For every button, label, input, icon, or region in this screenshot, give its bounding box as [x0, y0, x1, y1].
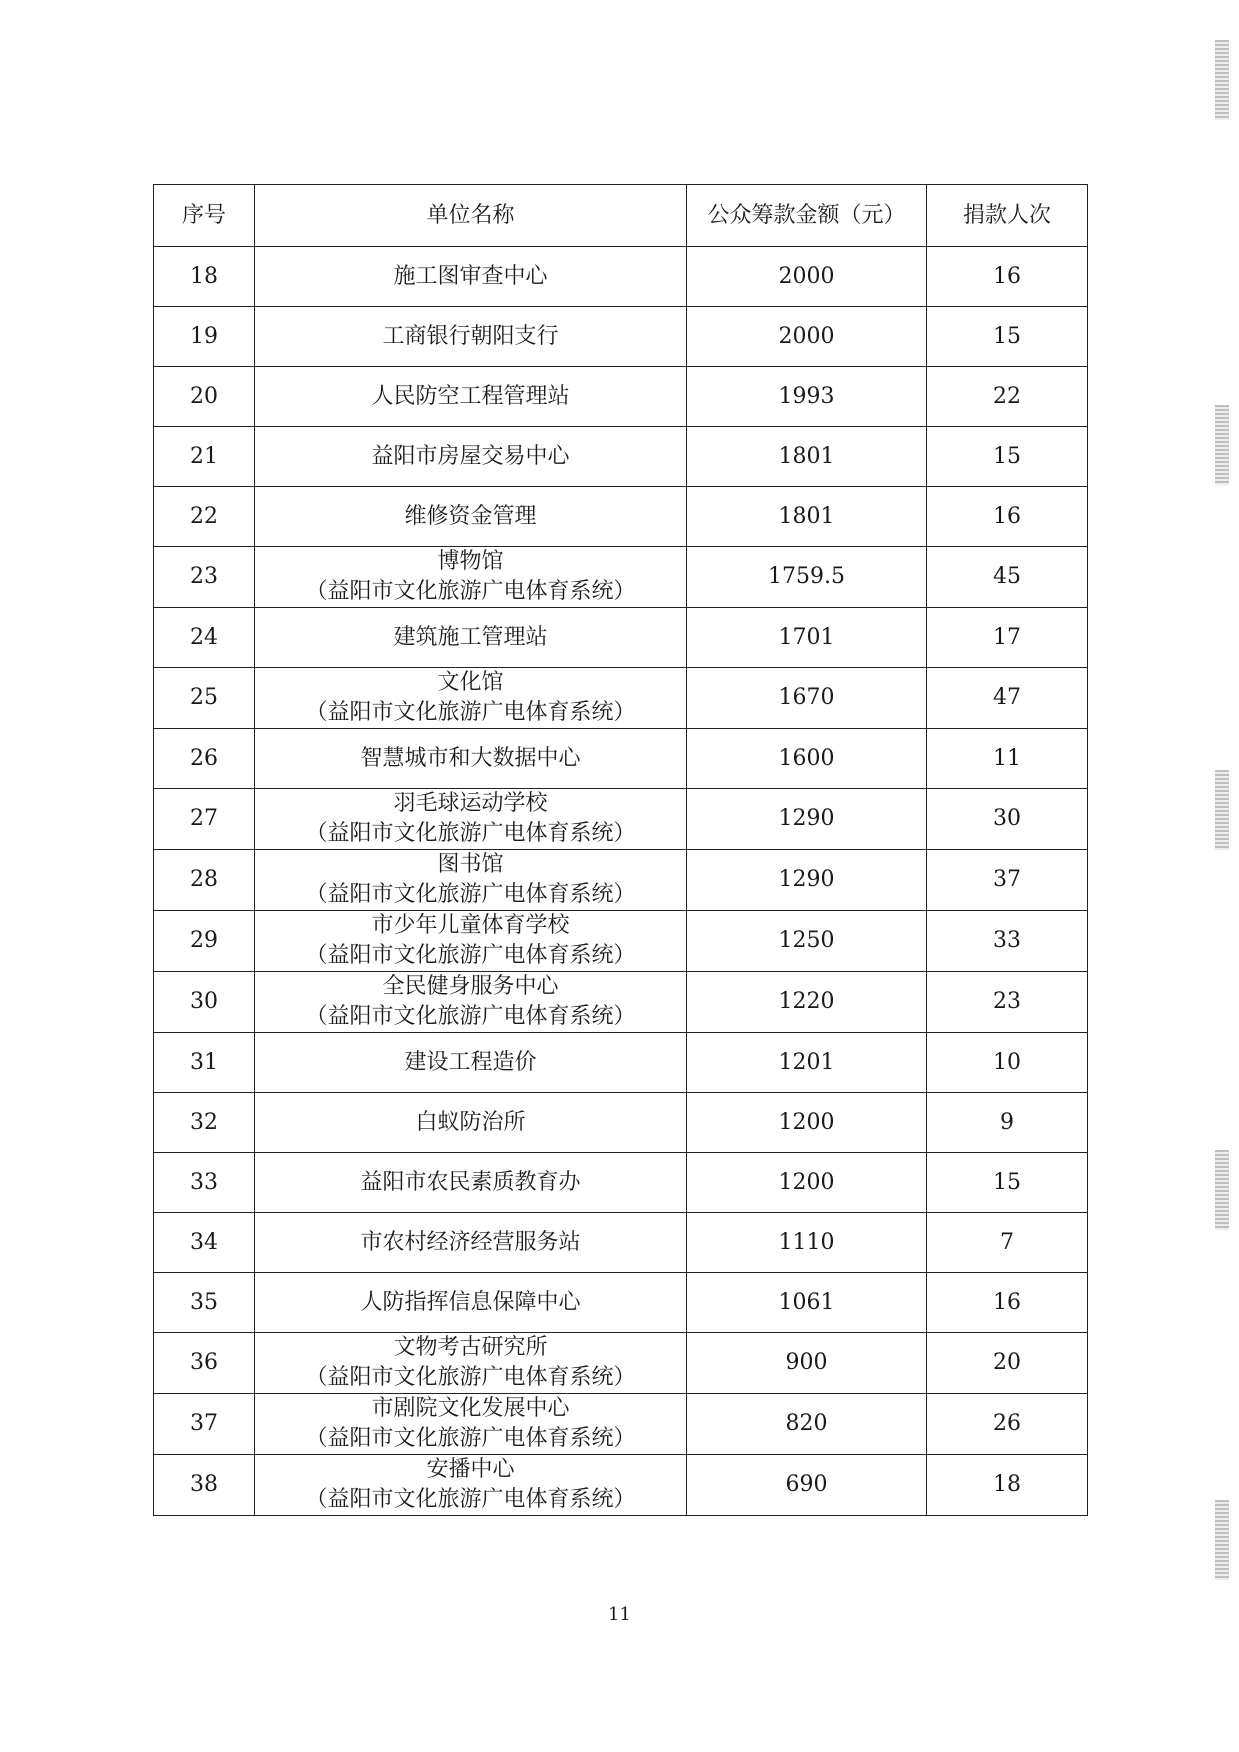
table-row	[154, 487, 1088, 547]
donor-count-cell: 16	[927, 1273, 1088, 1333]
row-number: 37	[154, 1394, 255, 1455]
amount-cell: 2000	[687, 247, 927, 307]
unit-name: 白蚁防治所	[415, 1109, 526, 1135]
amount-cell: 1759.5	[687, 547, 927, 608]
row-number: 22	[154, 487, 255, 547]
row-number: 30	[154, 972, 255, 1033]
row-number: 19	[154, 307, 255, 367]
donor-count-cell: 20	[927, 1333, 1088, 1394]
unit-name: 维修资金管理	[404, 503, 537, 529]
scan-artifact	[1215, 40, 1229, 120]
table-row	[154, 1093, 1088, 1153]
unit-name: 全民健身服务中心	[382, 974, 559, 999]
unit-name-cell	[255, 367, 687, 427]
row-number: 27	[154, 789, 255, 850]
table-row	[154, 1153, 1088, 1213]
amount-cell: 1061	[687, 1273, 927, 1333]
row-number: 32	[154, 1093, 255, 1153]
unit-name-cell	[255, 1455, 687, 1516]
amount-cell: 1701	[687, 608, 927, 668]
unit-system: （益阳市文化旅游广电体育系统）	[305, 1365, 636, 1390]
unit-name-cell	[255, 427, 687, 487]
amount-cell: 1201	[687, 1033, 927, 1093]
unit-system: （益阳市文化旅游广电体育系统）	[305, 700, 636, 725]
unit-name-cell	[255, 1333, 687, 1394]
donor-count-cell: 17	[927, 608, 1088, 668]
header-amount: 公众筹款金额（元）	[687, 185, 927, 247]
donor-count-cell: 33	[927, 911, 1088, 972]
row-number: 21	[154, 427, 255, 487]
donor-count-cell: 47	[927, 668, 1088, 729]
row-number: 35	[154, 1273, 255, 1333]
donor-count-cell: 15	[927, 427, 1088, 487]
table-row	[154, 1394, 1088, 1455]
donor-count-cell: 16	[927, 247, 1088, 307]
donor-count-cell: 26	[927, 1394, 1088, 1455]
table-row	[154, 1273, 1088, 1333]
unit-name: 文化馆	[437, 670, 504, 695]
row-number: 23	[154, 547, 255, 608]
table-row	[154, 972, 1088, 1033]
unit-system: （益阳市文化旅游广电体育系统）	[305, 579, 636, 604]
amount-cell: 1250	[687, 911, 927, 972]
donor-count-cell: 18	[927, 1455, 1088, 1516]
table-row	[154, 729, 1088, 789]
donor-count-cell: 16	[927, 487, 1088, 547]
table-row	[154, 608, 1088, 668]
unit-system: （益阳市文化旅游广电体育系统）	[305, 882, 636, 907]
donor-count-cell: 30	[927, 789, 1088, 850]
donor-count-cell: 37	[927, 850, 1088, 911]
row-number: 33	[154, 1153, 255, 1213]
row-number: 28	[154, 850, 255, 911]
scan-artifact	[1215, 405, 1229, 485]
unit-name-cell	[255, 972, 687, 1033]
amount-cell: 1290	[687, 850, 927, 911]
unit-name: 建筑施工管理站	[393, 624, 548, 650]
row-number: 29	[154, 911, 255, 972]
header-unit-name: 单位名称	[255, 185, 687, 247]
header-no: 序号	[154, 185, 255, 247]
table-row	[154, 850, 1088, 911]
unit-name: 羽毛球运动学校	[393, 791, 548, 816]
amount-cell: 690	[687, 1455, 927, 1516]
amount-cell: 1600	[687, 729, 927, 789]
table-row	[154, 367, 1088, 427]
donor-count-cell: 15	[927, 307, 1088, 367]
donor-count-cell: 22	[927, 367, 1088, 427]
unit-name-cell	[255, 729, 687, 789]
unit-name-cell	[255, 1153, 687, 1213]
unit-name-cell	[255, 307, 687, 367]
row-number: 18	[154, 247, 255, 307]
amount-cell: 1200	[687, 1093, 927, 1153]
unit-name-cell	[255, 247, 687, 307]
unit-name: 益阳市房屋交易中心	[371, 443, 570, 469]
unit-system: （益阳市文化旅游广电体育系统）	[305, 943, 636, 968]
unit-name-cell	[255, 1213, 687, 1273]
unit-name: 益阳市农民素质教育办	[360, 1169, 581, 1195]
unit-name: 人防指挥信息保障中心	[360, 1289, 581, 1315]
header-donor-count: 捐款人次	[927, 185, 1088, 247]
unit-name-cell	[255, 547, 687, 608]
unit-name: 市农村经济经营服务站	[360, 1229, 581, 1255]
donor-count-cell: 9	[927, 1093, 1088, 1153]
unit-name-cell	[255, 1093, 687, 1153]
unit-name-cell	[255, 789, 687, 850]
amount-cell: 2000	[687, 307, 927, 367]
unit-name: 施工图审查中心	[393, 263, 548, 289]
unit-system: （益阳市文化旅游广电体育系统）	[305, 1426, 636, 1451]
unit-name-cell	[255, 1273, 687, 1333]
scan-artifact	[1215, 1500, 1229, 1580]
amount-cell: 900	[687, 1333, 927, 1394]
table-row	[154, 1333, 1088, 1394]
page-number: 11	[608, 1604, 631, 1625]
table-row	[154, 427, 1088, 487]
unit-name: 市少年儿童体育学校	[371, 913, 570, 938]
unit-name: 图书馆	[437, 852, 504, 877]
unit-name-cell	[255, 1394, 687, 1455]
table-row	[154, 911, 1088, 972]
unit-name-cell	[255, 608, 687, 668]
unit-name: 建设工程造价	[404, 1049, 537, 1075]
unit-name: 智慧城市和大数据中心	[360, 745, 581, 771]
row-number: 36	[154, 1333, 255, 1394]
row-number: 31	[154, 1033, 255, 1093]
donor-count-cell: 10	[927, 1033, 1088, 1093]
unit-system: （益阳市文化旅游广电体育系统）	[305, 1004, 636, 1029]
unit-system: （益阳市文化旅游广电体育系统）	[305, 821, 636, 846]
amount-cell: 1801	[687, 427, 927, 487]
unit-name: 文物考古研究所	[393, 1335, 548, 1360]
unit-name: 市剧院文化发展中心	[371, 1396, 570, 1421]
amount-cell: 1110	[687, 1213, 927, 1273]
table-row	[154, 1033, 1088, 1093]
row-number: 20	[154, 367, 255, 427]
amount-cell: 1290	[687, 789, 927, 850]
row-number: 26	[154, 729, 255, 789]
amount-cell: 1801	[687, 487, 927, 547]
table-row	[154, 307, 1088, 367]
table-row	[154, 789, 1088, 850]
donor-count-cell: 15	[927, 1153, 1088, 1213]
donor-count-cell: 23	[927, 972, 1088, 1033]
row-number: 38	[154, 1455, 255, 1516]
unit-name: 博物馆	[437, 549, 504, 574]
unit-name-cell	[255, 668, 687, 729]
row-number: 25	[154, 668, 255, 729]
unit-name-cell	[255, 1033, 687, 1093]
donor-count-cell: 45	[927, 547, 1088, 608]
donation-table	[153, 184, 1088, 1516]
row-number: 24	[154, 608, 255, 668]
unit-name-cell	[255, 487, 687, 547]
unit-name: 安播中心	[426, 1457, 515, 1482]
unit-name-cell	[255, 850, 687, 911]
amount-cell: 1670	[687, 668, 927, 729]
scan-artifact	[1215, 1150, 1229, 1230]
amount-cell: 1993	[687, 367, 927, 427]
row-number: 34	[154, 1213, 255, 1273]
table-row	[154, 1455, 1088, 1516]
amount-cell: 1200	[687, 1153, 927, 1213]
unit-name-cell	[255, 911, 687, 972]
table-row	[154, 1213, 1088, 1273]
donor-count-cell: 11	[927, 729, 1088, 789]
table-header-row	[154, 185, 1088, 247]
donor-count-cell: 7	[927, 1213, 1088, 1273]
table-row	[154, 547, 1088, 608]
amount-cell: 1220	[687, 972, 927, 1033]
unit-name: 工商银行朝阳支行	[382, 323, 559, 349]
table-row	[154, 668, 1088, 729]
unit-name: 人民防空工程管理站	[371, 383, 570, 409]
scan-artifact	[1215, 770, 1229, 850]
table-row	[154, 247, 1088, 307]
amount-cell: 820	[687, 1394, 927, 1455]
unit-system: （益阳市文化旅游广电体育系统）	[305, 1487, 636, 1512]
